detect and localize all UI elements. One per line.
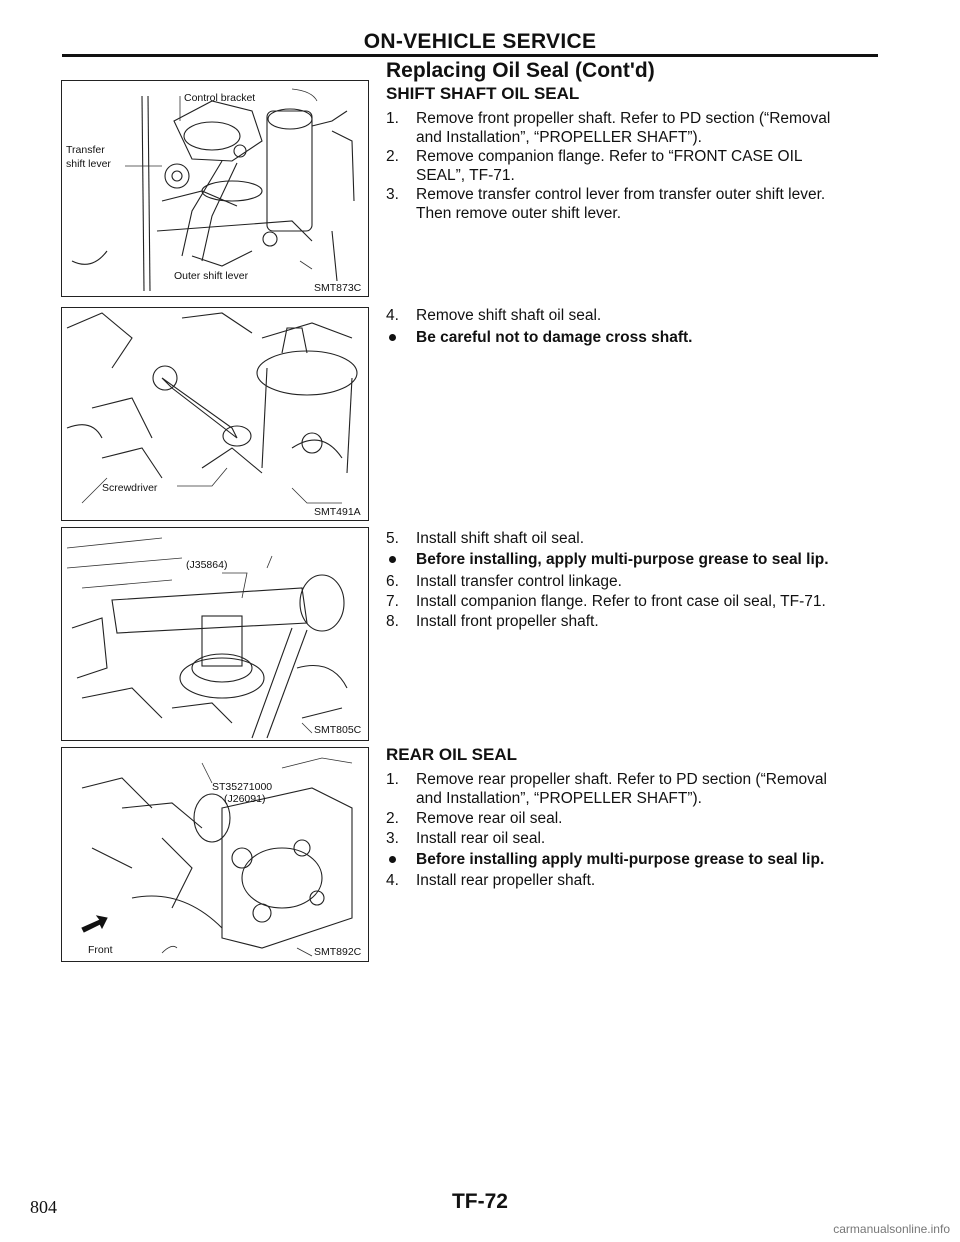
figure-code: SMT892C [314,946,362,958]
header-rule [62,54,878,57]
step-text: Install transfer control linkage. [416,573,622,590]
shift-step-8 [386,612,886,632]
figure-code: SMT491A [314,506,361,518]
rear-step-4 [386,871,886,891]
step-text-line: and Installation”, “PROPELLER SHAFT”). [416,790,702,807]
step-text: Install companion flange. Refer to front case oil seal, TF-71. [416,593,826,610]
rear-seal-heading: REAR OIL SEAL [386,745,517,764]
shift-step-1 [386,109,886,149]
header-title: ON-VEHICLE SERVICE [363,30,597,53]
page-number: 804 [30,1197,57,1217]
step-number: 2. [386,810,399,827]
label-tool-j26091: (J26091) [224,793,266,805]
figure-rear-seal [61,747,369,962]
watermark: carmanualsonline.info [833,1222,950,1236]
label-tool-st35271000: ST35271000 [212,781,273,793]
screwdriver-illustration [62,308,368,520]
step-number: 7. [386,593,399,610]
shift-step-2 [386,147,886,187]
seal-installer-illustration [62,528,368,740]
step-text-line: Remove front propeller shaft. Refer to PD section (“Removal [416,110,831,127]
rear-step-3 [386,829,886,849]
step-text: Remove shift shaft oil seal. [416,307,602,324]
step-number: 2. [386,148,399,165]
step-text: Install front propeller shaft. [416,613,599,630]
caution-grease-seal-lip [386,550,886,570]
caution-text: Before installing, apply multi-purpose grease to seal lip. [416,551,829,568]
step-text-line: Remove companion flange. Refer to “FRONT CASE OIL [416,148,803,165]
rear-seal-illustration [62,748,368,961]
label-screwdriver: Screwdriver [102,482,158,494]
step-text: Install rear oil seal. [416,830,546,847]
shift-step-7 [386,592,886,612]
shift-step-6 [386,572,886,592]
step-text: Remove rear oil seal. [416,810,563,827]
step-number: 3. [386,830,399,847]
step-number: 1. [386,110,399,127]
bullet-icon [389,334,396,341]
step-number: 1. [386,771,399,788]
label-outer-shift-lever: Outer shift lever [174,270,249,282]
shift-step-5 [386,529,886,549]
step-text-line: and Installation”, “PROPELLER SHAFT”). [416,129,702,146]
caution-rear-grease [386,850,886,870]
caution-text: Be careful not to damage cross shaft. [416,329,693,346]
label-shift-lever: shift lever [66,158,111,170]
section-page-code: TF-72 [451,1190,508,1213]
caution-text: Before installing apply multi-purpose grease to seal lip. [416,851,825,868]
step-text-line: Remove transfer control lever from transfer outer shift lever. [416,186,826,203]
step-text: Install shift shaft oil seal. [416,530,584,547]
caution-cross-shaft [386,328,886,348]
front-arrow-icon [82,916,107,932]
step-number: 4. [386,872,399,889]
step-number: 3. [386,186,399,203]
bullet-icon [389,856,396,863]
step-number: 4. [386,307,399,324]
label-transfer: Transfer [66,144,105,156]
step-text-line: Then remove outer shift lever. [416,205,622,222]
shift-shaft-heading: SHIFT SHAFT OIL SEAL [386,84,580,103]
figure-control-bracket [61,80,369,297]
control-bracket-illustration [62,81,368,296]
step-number: 5. [386,530,399,547]
section-title: Replacing Oil Seal (Cont'd) [386,59,655,82]
step-text: Install rear propeller shaft. [416,872,596,889]
rear-step-1 [386,770,886,810]
figure-code: SMT873C [314,282,362,294]
bullet-icon [389,556,396,563]
label-tool-j35864: (J35864) [186,559,228,571]
step-text-line: Remove rear propeller shaft. Refer to PD section (“Removal [416,771,827,788]
step-number: 6. [386,573,399,590]
step-text-line: SEAL”, TF-71. [416,167,515,184]
rear-step-2 [386,809,886,829]
shift-step-3 [386,185,886,225]
figure-screwdriver [61,307,369,521]
label-front: Front [88,944,113,956]
figure-code: SMT805C [314,724,362,736]
step-number: 8. [386,613,399,630]
label-control-bracket: Control bracket [184,92,256,104]
shift-step-4 [386,306,886,326]
figure-seal-installer [61,527,369,741]
